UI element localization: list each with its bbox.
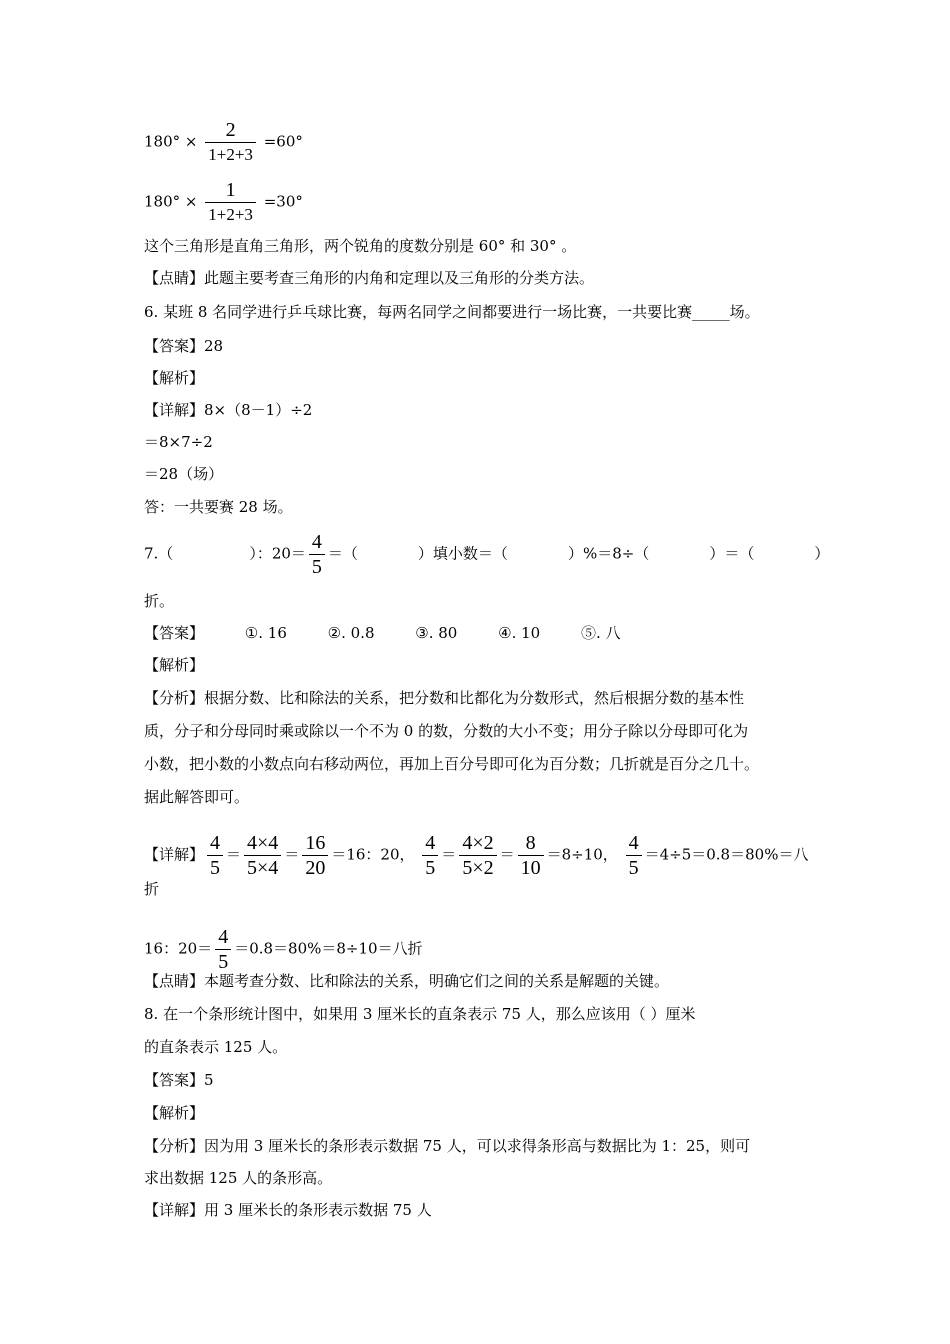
q6-detail-3: ＝28（场） — [144, 465, 224, 483]
q8-detail-1: 【详解】用 3 厘米长的条形表示数据 75 人 — [144, 1201, 432, 1219]
q7-ratio: ）：20＝ — [249, 544, 306, 563]
fraction-numerator: 8 — [525, 832, 536, 854]
equation-60-degrees — [144, 118, 303, 167]
q7-analysis-3: 小数，把小数的小数点向右移动两位，再加上百分号即可化为百分数；几折就是百分之几十。 — [144, 755, 760, 773]
answer-option: ④. 10 — [498, 624, 541, 642]
detail-text: ＝8÷10， — [546, 845, 618, 864]
q8-analysis-label: 【解析】 — [144, 1104, 205, 1122]
q7-prefix: 7.（ — [144, 544, 174, 563]
q6-question: 6. 某班 8 名同学进行乒乓球比赛，每两名同学之间都要进行一场比赛，一共要比赛_____场。 — [144, 303, 760, 321]
fraction-numerator: 4×4 — [247, 832, 279, 854]
q5-comment: 【点睛】此题主要考查三角形的内角和定理以及三角形的分类方法。 — [144, 269, 595, 287]
q7-eq: ＝（ — [327, 544, 358, 563]
fraction-denominator: 5×4 — [247, 857, 279, 879]
detail-text: ＝4÷5＝0.8＝80%＝八 — [644, 845, 809, 864]
detail-text: ＝16：20， — [331, 845, 415, 864]
fraction-numerator: 4×2 — [462, 832, 494, 854]
q7-answers — [144, 623, 621, 643]
fraction-numerator: 4 — [218, 926, 229, 948]
fraction-denominator: 10 — [520, 857, 541, 879]
q8-question-2: 的直条表示 125 人。 — [144, 1038, 288, 1056]
fraction — [309, 530, 325, 579]
q7-percent: ）%＝8÷（ — [567, 544, 650, 563]
q7-decimal: ）填小数＝（ — [417, 544, 508, 563]
q8-analysis-1: 【分析】因为用 3 厘米长的条形表示数据 75 人，可以求得条形高与数据比为 1：25，则可 — [144, 1137, 751, 1155]
q6-detail-1: 【详解】8×（8－1）÷2 — [144, 401, 313, 419]
fraction — [626, 831, 642, 880]
q8-analysis-2: 求出数据 125 人的条形高。 — [144, 1169, 333, 1187]
equation-right: =30° — [263, 192, 303, 211]
fraction — [459, 831, 496, 880]
answer-option: ②. 0.8 — [327, 624, 375, 642]
fraction — [205, 118, 256, 167]
q8-question-1: 8. 在一个条形统计图中，如果用 3 厘米长的直条表示 75 人，那么应该用（ ）厘米 — [144, 1005, 696, 1023]
q7-question — [144, 530, 829, 579]
fraction-denominator: 5 — [425, 857, 436, 879]
fraction-numerator: 1 — [225, 179, 236, 201]
fraction — [244, 831, 281, 880]
q7-summary — [144, 925, 423, 974]
fraction-denominator: 5 — [210, 857, 221, 879]
q6-detail-2: ＝8×7÷2 — [144, 433, 213, 451]
fraction-numerator: 16 — [305, 832, 326, 854]
fraction-numerator: 4 — [425, 832, 436, 854]
q7-analysis-1: 【分析】根据分数、比和除法的关系，把分数和比都化为分数形式，然后根据分数的基本性 — [144, 689, 745, 707]
q6-reply: 答：一共要赛 28 场。 — [144, 498, 293, 516]
q7-analysis-label: 【解析】 — [144, 656, 205, 674]
answer-option: ③. 80 — [415, 624, 458, 642]
q7-comment: 【点睛】本题考查分数、比和除法的关系，明确它们之间的关系是解题的关键。 — [144, 972, 670, 990]
fraction — [302, 831, 328, 880]
answer-option: ①. 16 — [244, 624, 287, 642]
fraction-denominator: 5 — [311, 556, 322, 578]
fraction-numerator: 2 — [225, 119, 236, 141]
q6-answer: 【答案】28 — [144, 337, 224, 355]
q7-eq2: ）＝（ — [709, 544, 755, 563]
fraction-numerator: 4 — [628, 832, 639, 854]
fraction-denominator: 5 — [628, 857, 639, 879]
q7-analysis-2: 质，分子和分母同时乘或除以一个不为 0 的数，分数的大小不变；用分子除以分母即可化为 — [144, 722, 749, 740]
summary-right: ＝0.8＝80%＝8÷10＝八折 — [234, 939, 423, 958]
equation-right: =60° — [263, 132, 303, 151]
fraction — [422, 831, 438, 880]
fraction-denominator: 1+2+3 — [208, 145, 253, 164]
fraction-denominator: 1+2+3 — [208, 205, 253, 224]
summary-left: 16：20＝ — [144, 939, 213, 958]
q7-detail-end: 折 — [144, 880, 160, 898]
fraction — [207, 831, 223, 880]
q7-question-end: 折。 — [144, 592, 175, 610]
equation-left: 180° × — [144, 132, 198, 151]
fraction — [215, 925, 231, 974]
fraction-numerator: 4 — [311, 531, 322, 553]
answer-option: ⑤. 八 — [581, 624, 621, 642]
q5-conclusion: 这个三角形是直角三角形，两个锐角的度数分别是 60° 和 30° 。 — [144, 237, 577, 255]
equation-left: 180° × — [144, 192, 198, 211]
equation-30-degrees — [144, 178, 303, 227]
fraction-numerator: 4 — [210, 832, 221, 854]
detail-label: 【详解】 — [144, 845, 205, 864]
q7-detail: 【详解】 $\frac{4}{5}$ ＝ $\frac{4\times 4}{5\times 4}$ ＝ $\frac{16}{20}$ ＝16：20， $\frac{4}{5}$ ＝ $\frac{4\times 2}{5\times 2}$ ＝ $\frac{8}{10}$ ＝8÷10， $\frac{4}{5}$ ＝4÷5＝0.8＝80%＝八 — [144, 832, 809, 879]
answer-label: 【答案】 — [144, 624, 205, 642]
q6-analysis-label: 【解析】 — [144, 369, 205, 387]
fraction-denominator: 20 — [305, 857, 326, 879]
q7-analysis-4: 据此解答即可。 — [144, 788, 250, 806]
q8-answer: 【答案】5 — [144, 1071, 214, 1089]
fraction — [205, 178, 256, 227]
fraction — [518, 831, 544, 880]
fraction-denominator: 5 — [218, 951, 229, 973]
fraction-denominator: 5×2 — [462, 857, 494, 879]
q7-close: ） — [814, 544, 830, 563]
